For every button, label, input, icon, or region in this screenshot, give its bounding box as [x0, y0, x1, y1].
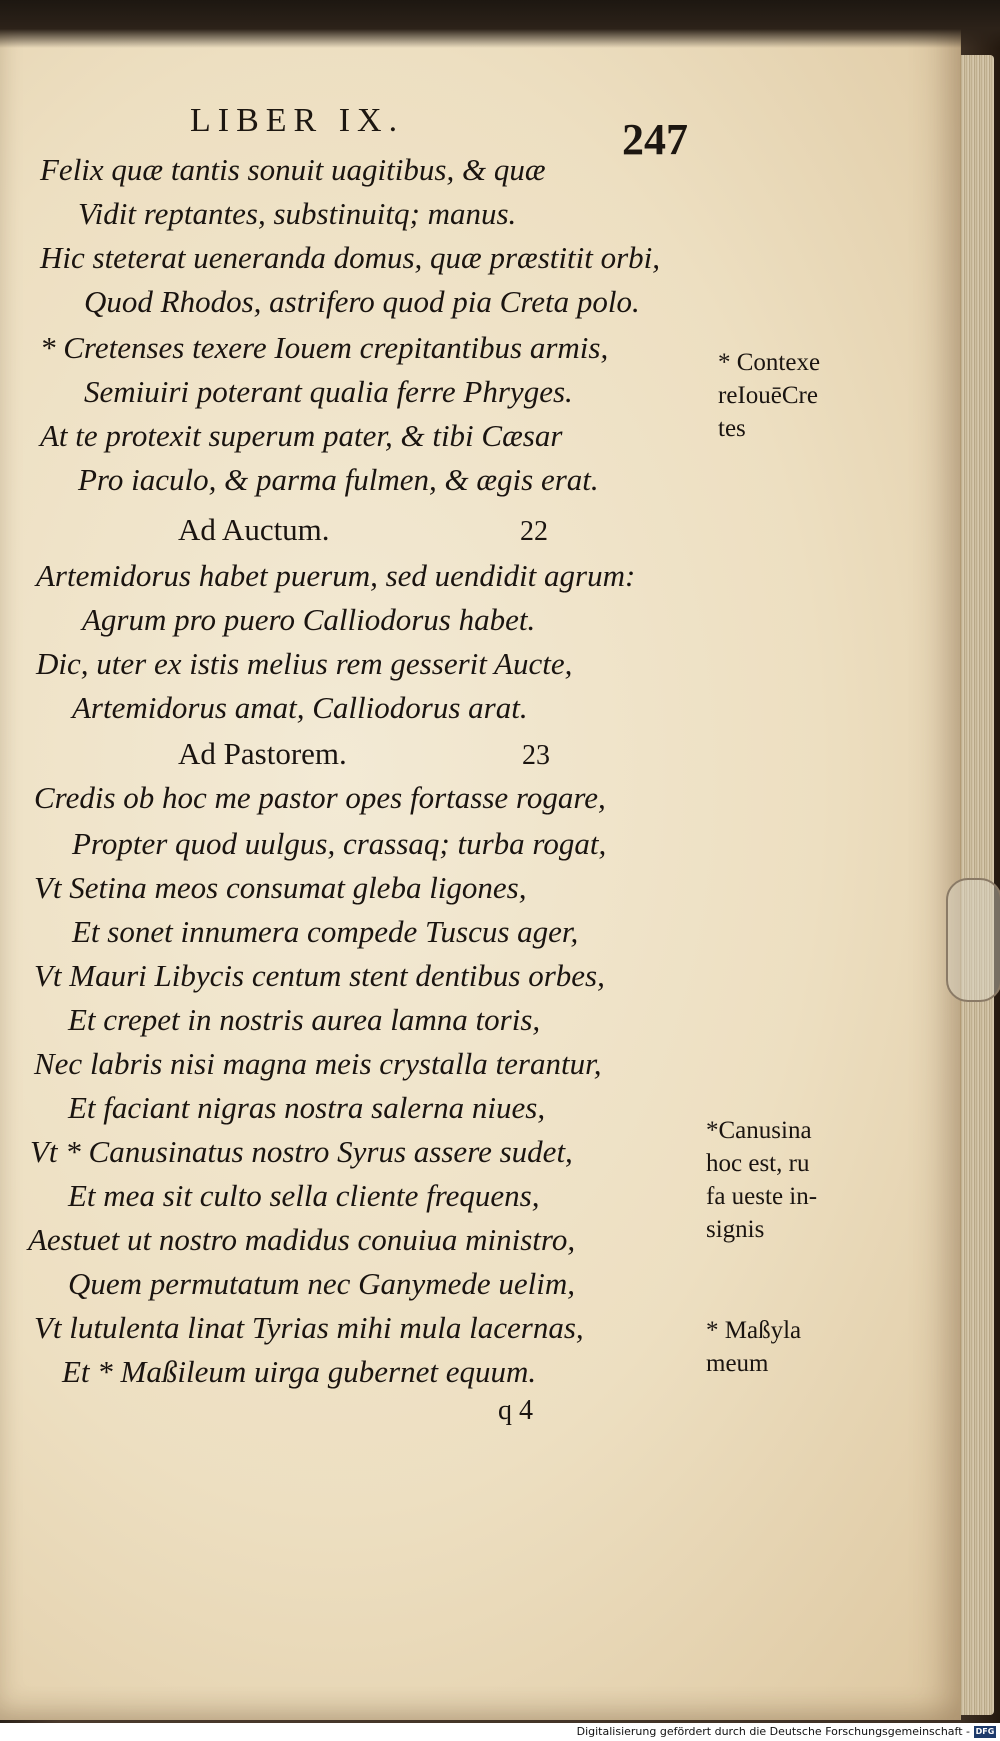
verse-line: Hic steterat ueneranda domus, quæ præstitit orbi, — [40, 240, 660, 275]
verse-line: Vt Setina meos consumat gleba ligones, — [34, 870, 527, 905]
verse-line: Felix quæ tantis sonuit uagitibus, & quæ — [40, 152, 546, 187]
verse-line: Vt Mauri Libycis centum stent dentibus orbes, — [34, 958, 605, 993]
verse-line: Artemidorus habet puerum, sed uendidit agrum: — [36, 558, 636, 593]
verse-line: Propter quod uulgus, crassaq; turba rogat, — [72, 826, 607, 861]
verse-line: Quem permutatum nec Ganymede uelim, — [68, 1266, 576, 1301]
page-number: 247 — [622, 115, 688, 164]
verse-line: Et mea sit culto sella cliente frequens, — [68, 1178, 540, 1213]
verse-line: Vidit reptantes, substinuitq; manus. — [78, 196, 517, 231]
verse-line: Et sonet innumera compede Tuscus ager, — [72, 914, 579, 949]
epigram-heading: Ad Auctum. — [178, 512, 330, 547]
verse-line: Aestuet ut nostro madidus conuiua ministro, — [28, 1222, 576, 1257]
verse-line: Vt lutulenta linat Tyrias mihi mula lacernas, — [34, 1310, 584, 1345]
verse-line: Et * Maßileum uirga gubernet equum. — [62, 1354, 537, 1389]
verse-line: Dic, uter ex istis melius rem gesserit Aucte, — [36, 646, 573, 681]
verse-line: Pro iaculo, & parma fulmen, & ægis erat. — [78, 462, 599, 497]
verse-line: Vt * Canusinatus nostro Syrus assere sudet, — [30, 1134, 573, 1169]
dfg-logo: DFG — [975, 1727, 995, 1736]
verse-line: Agrum pro puero Calliodorus habet. — [82, 602, 536, 637]
verse-line: * Cretenses texere Iouem crepitantibus armis, — [40, 330, 609, 365]
top-shadow — [0, 0, 1000, 48]
verse-line: Quod Rhodos, astrifero quod pia Creta polo. — [84, 284, 640, 319]
verse-line: Et crepet in nostris aurea lamna toris, — [68, 1002, 541, 1037]
margin-note: * Maßyla meum — [706, 1317, 802, 1377]
verse-line: Nec labris nisi magna meis crystalla terantur, — [34, 1046, 602, 1081]
margin-note: *Canusina hoc est, ru fa ueste in- signis — [706, 1117, 818, 1243]
running-head: LIBER IX. — [190, 102, 405, 139]
footer-credit: Digitalisierung gefördert durch die Deutsche Forschungsgemeinschaft - — [576, 1725, 970, 1738]
verse-line: Semiuiri poterant qualia ferre Phryges. — [84, 374, 573, 409]
margin-note: * Contexe reIouēCre tes — [718, 349, 821, 442]
bookmark-tab — [946, 878, 1000, 1002]
verse-line: Et faciant nigras nostra salerna niues, — [68, 1090, 546, 1125]
signature-mark: q 4 — [498, 1395, 533, 1426]
verse-line: At te protexit superum pater, & tibi Cæsar — [40, 418, 563, 453]
epigram-number: 22 — [520, 516, 548, 547]
epigram-number: 23 — [522, 740, 550, 771]
verse-line: Credis ob hoc me pastor opes fortasse rogare, — [34, 780, 606, 815]
epigram-heading: Ad Pastorem. — [178, 736, 347, 771]
verse-line: Artemidorus amat, Calliodorus arat. — [72, 690, 528, 725]
